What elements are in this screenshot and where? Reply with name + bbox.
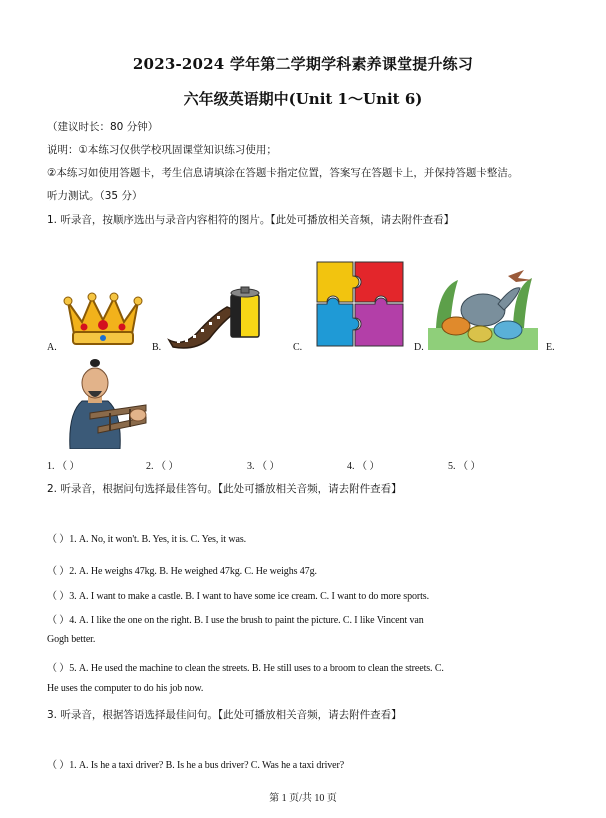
page-footer: 第 1 页/共 10 页	[269, 793, 337, 804]
answer-blank-2[interactable]: 2. （ ）	[146, 461, 179, 472]
dinosaurs-icon	[428, 268, 538, 350]
suggested-time: （建议时长：80 分钟）	[47, 121, 159, 133]
part2-question-4-cont: Gogh better.	[47, 634, 96, 645]
note-1: 说明：①本练习仅供学校巩固课堂知识练习使用；	[47, 144, 277, 156]
answer-blank-3[interactable]: 3. （ ）	[247, 461, 280, 472]
page-subtitle: 六年级英语期中(Unit 1～Unit 6)	[183, 90, 423, 108]
option-letter-b: B.	[152, 342, 162, 353]
part1-instruction: 1. 听录音，按顺序选出与录音内容相符的图片。【此处可播放相关音频，请去附件查看】	[47, 214, 455, 226]
part2-question-4: （ ）4. A. I like the one on the right. B. I use the brush to paint the picture. C. I like Vincent van	[47, 615, 424, 626]
option-letter-a: A.	[47, 342, 57, 353]
part2-question-1: （ ）1. A. No, it won't. B. Yes, it is. C. Yes, it was.	[47, 534, 247, 545]
part2-question-5-cont: He uses the computer to do his job now.	[47, 683, 204, 694]
listening-heading: 听力测试。（35 分）	[47, 190, 143, 202]
answer-blank-1[interactable]: 1. （ ）	[47, 461, 80, 472]
answer-blank-5[interactable]: 5. （ ）	[448, 461, 481, 472]
note-2: ②本练习如使用答题卡，考生信息请填涂在答题卡指定位置，答案写在答题卡上，并保持答题卡整洁。	[47, 167, 519, 179]
option-letter-d: D.	[414, 342, 424, 353]
option-letter-c: C.	[293, 342, 303, 353]
part2-question-2: （ ）2. A. He weighs 47kg. B. He weighed 47kg. C. He weighs 47g.	[47, 566, 317, 577]
man-with-tool-icon	[50, 357, 150, 449]
part2-instruction: 2. 听录音，根据问句选择最佳答句。【此处可播放相关音频，请去附件查看】	[47, 483, 402, 495]
film-roll-icon	[165, 285, 275, 350]
crown-icon	[62, 290, 144, 348]
part2-question-5: （ ）5. A. He used the machine to clean the streets. B. He still uses to a broom to clean the streets. C.	[47, 663, 444, 674]
puzzle-icon	[313, 258, 408, 350]
answer-blank-4[interactable]: 4. （ ）	[347, 461, 380, 472]
part3-instruction: 3. 听录音，根据答语选择最佳问句。【此处可播放相关音频，请去附件查看】	[47, 709, 402, 721]
part3-question-1: （ ）1. A. Is he a taxi driver? B. Is he a bus driver? C. Was he a taxi driver?	[47, 760, 345, 771]
part2-question-3: （ ）3. A. I want to make a castle. B. I want to have some ice cream. C. I want to do more sports.	[47, 591, 429, 602]
option-letter-e: E.	[546, 342, 555, 353]
page-title: 2023-2024 学年第二学期学科素养课堂提升练习	[132, 55, 474, 73]
